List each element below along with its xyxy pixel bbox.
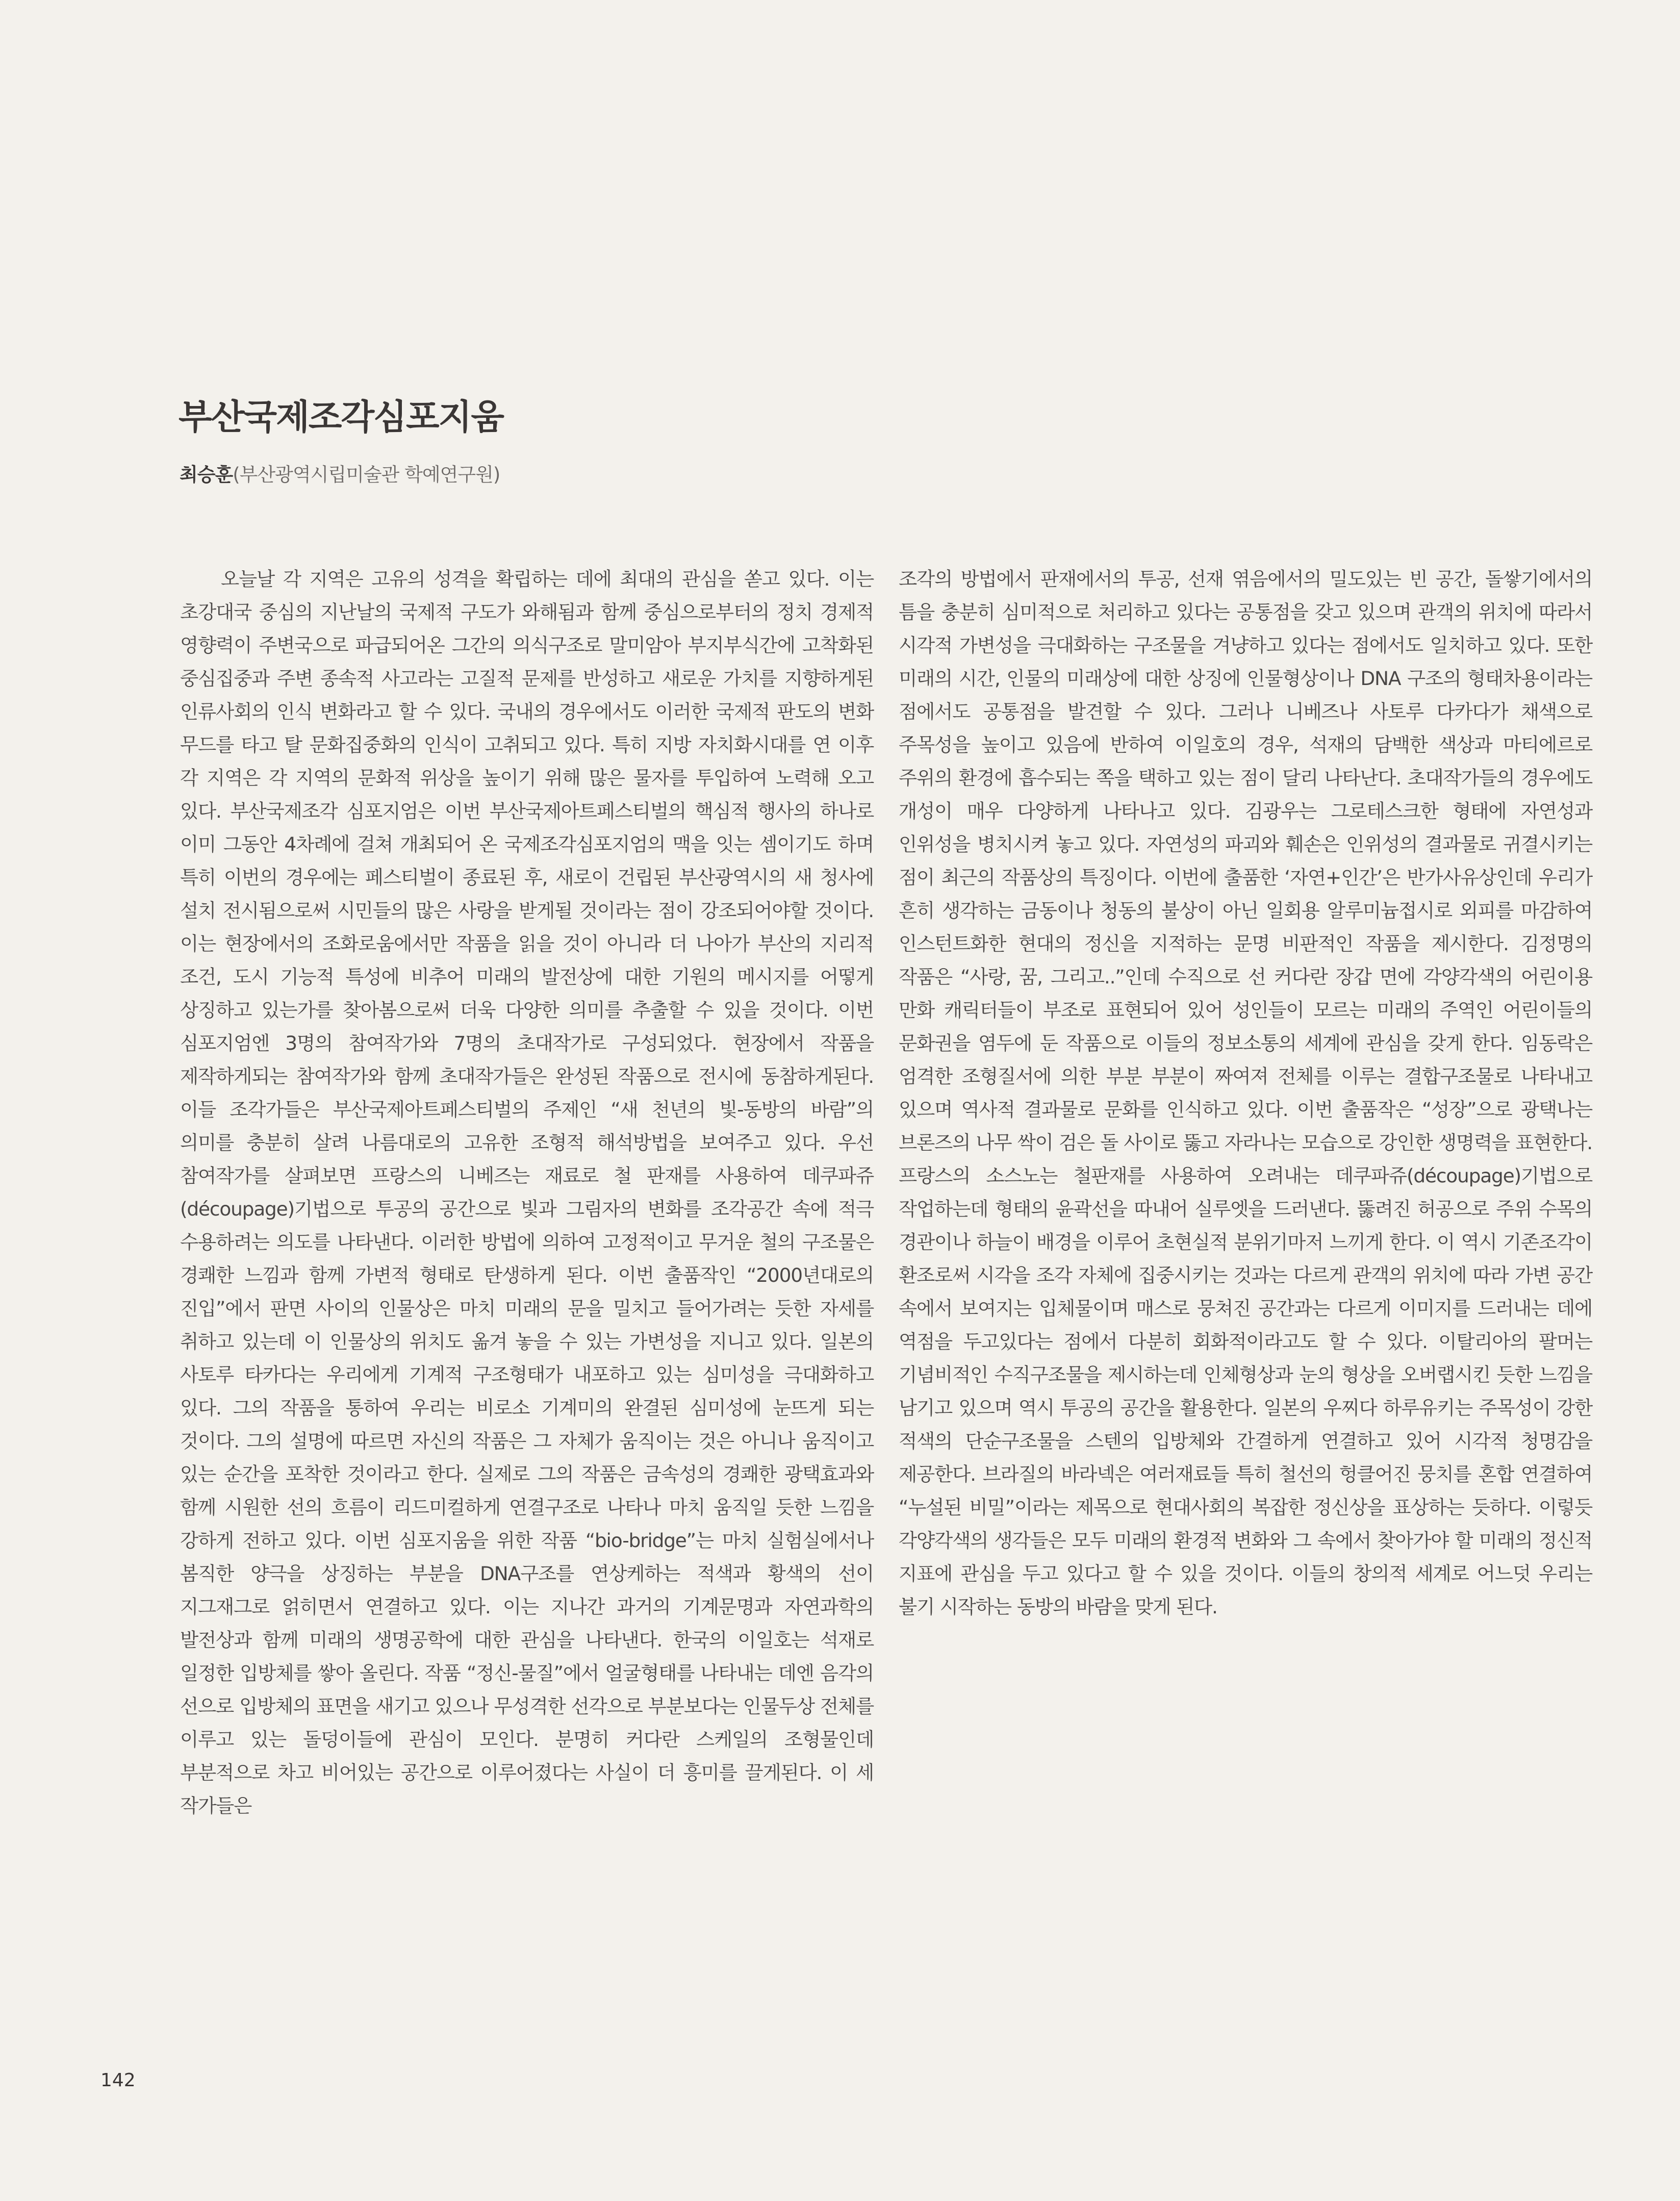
article-title: 부산국제조각심포지움 xyxy=(179,397,503,438)
body-paragraph-right: 조각의 방법에서 판재에서의 투공, 선재 엮음에서의 밀도있는 빈 공간, 돌쌓기에서의 틈을 충분히 심미적으로 처리하고 있다는 공통점을 갖고 있으며 관객의 위치에 따라서 시각적 가변성을 극대화하는 구조물을 겨냥하고 있다는 점에서도 일치하고 있다. 또한 미래의 시간, 인물의 미래상에 대한 상징에 인물형상이나 DNA 구조의 형태차용이라는 점에서도 공통점을 발견할 수 있다. 그러나 니베즈나 사토루 다카다가 채색으로 주목성을 높이고 있음에 반하여 이일호의 경우, 석재의 담백한 색상과 마티에르로 주위의 환경에 흡수되는 쪽을 택하고 있는 점이 달리 나타난다. 초대작가들의 경우에도 개성이 매우 다양하게 나타나고 있다. 김광우는 그로테스크한 형태에 자연성과 인위성을 병치시켜 놓고 있다. 자연성의 파괴와 훼손은 인위성의 결과물로 귀결시키는 점이 최근의 작품상의 특징이다. 이번에 출품한 ‘자연+인간’은 반가사유상인데 우리가 흔히 생각하는 금동이나 청동의 불상이 아닌 일회용 알루미늄접시로 외피를 마감하여 인스턴트화한 현대의 정신을 지적하는 문명 비판적인 작품을 제시한다. 김정명의 작품은 “사랑, 꿈, 그리고..”인데 수직으로 선 커다란 장갑 면에 각양각색의 어린이용 만화 캐릭터들이 부조로 표현되어 있어 성인들이 모르는 미래의 주역인 어린이들의 문화권을 염두에 둔 작품으로 이들의 정보소통의 세계에 관심을 갖게 한다. 임동락은 엄격한 조형질서에 의한 부분 부분이 짜여져 전체를 이루는 결합구조물로 나타내고 있으며 역사적 결과물로 문화를 인식하고 있다. 이번 출품작은 “성장”으로 광택나는 브론즈의 나무 싹이 검은 돌 사이로 뚫고 자라나는 모습으로 강인한 생명력을 표현한다. 프랑스의 소스노는 철판재를 사용하여 오려내는 데쿠파쥬(découpage)기법으로 작업하는데 형태의 윤곽선을 따내어 실루엣을 드러낸다. 뚫려진 허공으로 주위 수목의 경관이나 하늘이 배경을 이루어 초현실적 분위기마저 느끼게 한다. 이 역시 기존조각이 환조로써 시각을 조각 자체에 집중시키는 것과는 다르게 관객의 위치에 따라 가변 공간 속에서 보여지는 입체물이며 매스로 뭉쳐진 공간과는 다르게 이미지를 드러내는 데에 역점을 두고있다는 점에서 다분히 회화적이라고도 할 수 있다. 이탈리아의 팔머는 기념비적인 수직구조물을 제시하는데 인체형상과 눈의 형상을 오버랩시킨 듯한 느낌을 남기고 있으며 역시 투공의 공간을 활용한다. 일본의 우찌다 하루유키는 주목성이 강한 적색의 단순구조물을 스텐의 입방체와 간결하게 연결하고 있어 시각적 청명감을 제공한다. 브라질의 바라넥은 여러재료들 특히 철선의 헝클어진 뭉치를 혼합 연결하여 “누설된 비밀”이라는 제목으로 현대사회의 복잡한 정신상을 표상하는 듯하다. 이렇듯 각양각색의 생각들은 모두 미래의 환경적 변화와 그 속에서 찾아가야 할 미래의 정신적 지표에 관심을 두고 있다고 할 수 있을 것이다. 이들의 창의적 세계로 어느덧 우리는 불기 시작하는 동방의 바람을 맞게 된다. xyxy=(899,568,1592,1618)
author-affiliation: (부산광역시립미술관 학예연구원) xyxy=(233,464,500,486)
body-paragraph-left: 오늘날 각 지역은 고유의 성격을 확립하는 데에 최대의 관심을 쏟고 있다. 이는 초강대국 중심의 지난날의 국제적 구도가 와해됨과 함께 중심으로부터의 정치 경제적 영향력이 주변국으로 파급되어온 그간의 의식구조로 말미암아 부지부식간에 고착화된 중심집중과 주변 종속적 사고라는 고질적 문제를 반성하고 새로운 가치를 지향하게된 인류사회의 인식 변화라고 할 수 있다. 국내의 경우에서도 이러한 국제적 판도의 변화 무드를 타고 탈 문화집중화의 인식이 고취되고 있다. 특히 지방 자치화시대를 연 이후 각 지역은 각 지역의 문화적 위상을 높이기 위해 많은 물자를 투입하여 노력해 오고 있다. 부산국제조각 심포지엄은 이번 부산국제아트페스티벌의 핵심적 행사의 하나로 이미 그동안 4차례에 걸쳐 개최되어 온 국제조각심포지엄의 맥을 잇는 셈이기도 하며 특히 이번의 경우에는 페스티벌이 종료된 후, 새로이 건립된 부산광역시의 새 청사에 설치 전시됨으로써 시민들의 많은 사랑을 받게될 것이라는 점이 강조되어야할 것이다. 이는 현장에서의 조화로움에서만 작품을 읽을 것이 아니라 더 나아가 부산의 지리적 조건, 도시 기능적 특성에 비추어 미래의 발전상에 대한 기원의 메시지를 어떻게 상징하고 있는가를 찾아봄으로써 더욱 다양한 의미를 추출할 수 있을 것이다. 이번 심포지엄엔 3명의 참여작가와 7명의 초대작가로 구성되었다. 현장에서 작품을 제작하게되는 참여작가와 함께 초대작가들은 완성된 작품으로 전시에 동참하게된다. 이들 조각가들은 부산국제아트페스티벌의 주제인 “새 천년의 빛-동방의 바람”의 의미를 충분히 살려 나름대로의 고유한 조형적 해석방법을 보여주고 있다. 우선 참여작가를 살펴보면 프랑스의 니베즈는 재료로 철 판재를 사용하여 데쿠파쥬(découpage)기법으로 투공의 공간으로 빛과 그림자의 변화를 조각공간 속에 적극 수용하려는 의도를 나타낸다. 이러한 방법에 의하여 고정적이고 무거운 철의 구조물은 경쾌한 느낌과 함께 가변적 형태로 탄생하게 된다. 이번 출품작인 “2000년대로의 진입”에서 판면 사이의 인물상은 마치 미래의 문을 밀치고 들어가려는 듯한 자세를 취하고 있는데 이 인물상의 위치도 옮겨 놓을 수 있는 가변성을 지니고 있다. 일본의 사토루 타카다는 우리에게 기계적 구조형태가 내포하고 있는 심미성을 극대화하고 있다. 그의 작품을 통하여 우리는 비로소 기계미의 완결된 심미성에 눈뜨게 되는 것이다. 그의 설명에 따르면 자신의 작품은 그 자체가 움직이는 것은 아니나 움직이고 있는 순간을 포착한 것이라고 한다. 실제로 그의 작품은 금속성의 경쾌한 광택효과와 함께 시원한 선의 흐름이 리드미컬하게 연결구조로 나타나 마치 움직일 듯한 느낌을 강하게 전하고 있다. 이번 심포지움을 위한 작품 “bio-bridge”는 마치 실험실에서나 봄직한 양극을 상징하는 부분을 DNA구조를 연상케하는 적색과 황색의 선이 지그재그로 얽히면서 연결하고 있다. 이는 지나간 과거의 기계문명과 자연과학의 발전상과 함께 미래의 생명공학에 대한 관심을 나타낸다. 한국의 이일호는 석재로 일정한 입방체를 쌓아 올린다. 작품 “정신-물질”에서 얼굴형태를 나타내는 데엔 음각의 선으로 입방체의 표면을 새기고 있으나 무성격한 선각으로 부분보다는 인물두상 전체를 이루고 있는 돌덩이들에 관심이 모인다. 분명히 커다란 스케일의 조형물인데 부분적으로 차고 비어있는 공간으로 이루어졌다는 사실이 더 흥미를 끌게된다. 이 세 작가들은 xyxy=(180,568,874,1817)
body-column-left xyxy=(180,563,874,1823)
body-column-right xyxy=(899,563,1592,1624)
page-number: 142 xyxy=(100,2070,136,2091)
author-byline xyxy=(180,459,500,487)
author-name: 최승훈 xyxy=(180,464,233,486)
